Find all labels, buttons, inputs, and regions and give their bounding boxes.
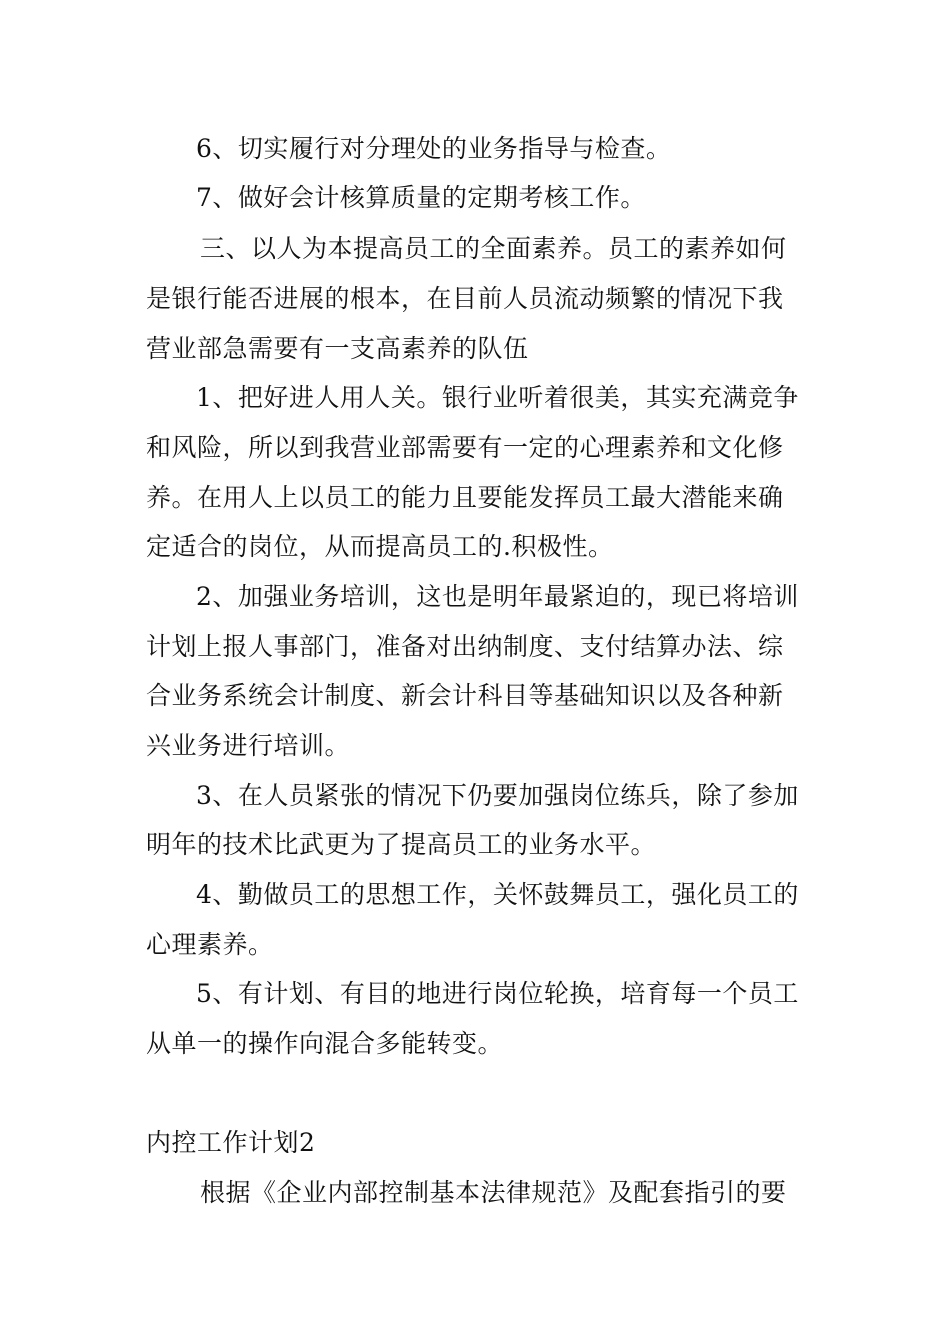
paragraph-line: 5、有计划、有目的地进行岗位轮换，培育每一个员工 <box>196 979 799 1008</box>
section-heading-line: 三、以人为本提高员工的全面素养。员工的素养如何 <box>200 234 787 263</box>
paragraph-line: 营业部急需要有一支高素养的队伍 <box>146 334 529 363</box>
paragraph-line: 明年的技术比武更为了提高员工的业务水平。 <box>146 830 657 859</box>
paragraph-line: 是银行能否进展的根本，在目前人员流动频繁的情况下我 <box>146 284 784 313</box>
paragraph-line: 根据《企业内部控制基本法律规范》及配套指引的要 <box>200 1178 787 1207</box>
paragraph-line: 养。在用人上以员工的能力且要能发挥员工最大潜能来确 <box>146 483 784 512</box>
paragraph-line: 和风险，所以到我营业部需要有一定的心理素养和文化修 <box>146 433 784 462</box>
paragraph-line: 4、勤做员工的思想工作，关怀鼓舞员工，强化员工的 <box>196 880 799 909</box>
paragraph-line: 兴业务进行培训。 <box>146 731 351 760</box>
paragraph-line: 心理素养。 <box>146 930 274 959</box>
paragraph-line: 3、在人员紧张的情况下仍要加强岗位练兵，除了参加 <box>196 781 799 810</box>
paragraph-line: 从单一的操作向混合多能转变。 <box>146 1029 504 1058</box>
section-title: 内控工作计划2 <box>146 1128 316 1157</box>
paragraph-line: 定适合的岗位，从而提高员工的.积极性。 <box>146 532 614 561</box>
paragraph-line: 合业务系统会计制度、新会计科目等基础知识以及各种新 <box>146 681 784 710</box>
paragraph-line: 2、加强业务培训，这也是明年最紧迫的，现已将培训 <box>196 582 799 611</box>
paragraph-line: 7、做好会计核算质量的定期考核工作。 <box>196 183 646 212</box>
paragraph-line: 计划上报人事部门，准备对出纳制度、支付结算办法、综 <box>146 632 784 661</box>
paragraph-line: 1、把好进人用人关。银行业听着很美，其实充满竞争 <box>196 383 799 412</box>
paragraph-line: 6、切实履行对分理处的业务指导与检查。 <box>196 134 672 163</box>
